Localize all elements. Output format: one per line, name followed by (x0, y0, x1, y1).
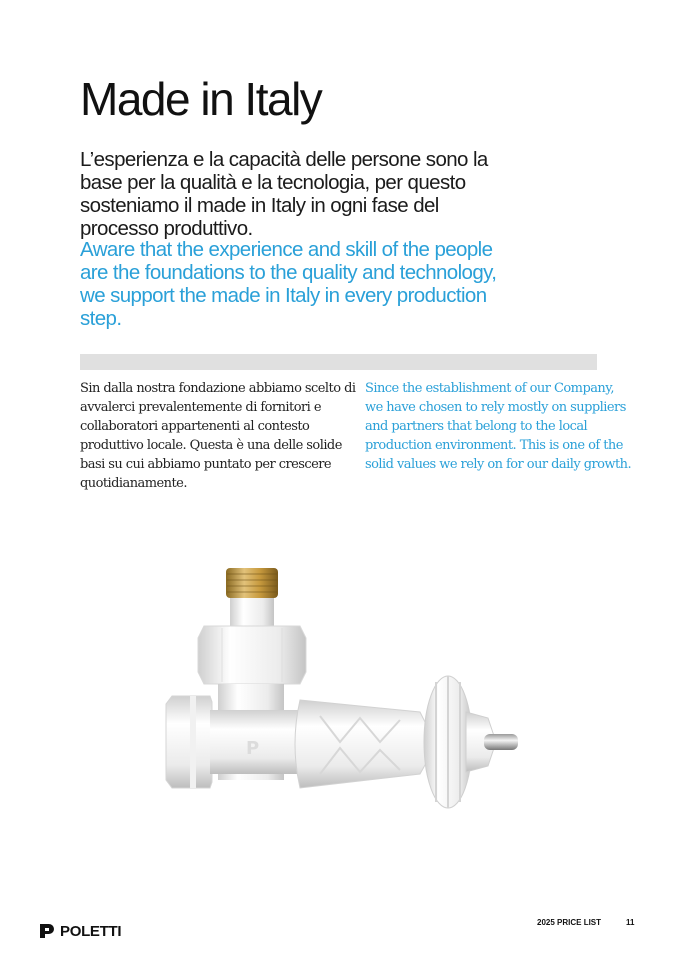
poletti-mark-icon (38, 922, 56, 940)
steel-pin (484, 734, 518, 750)
page-number: 11 (626, 918, 635, 927)
brand-name: POLETTI (60, 922, 122, 940)
inlet-nut (166, 696, 212, 788)
body-italian: Sin dalla nostra fondazione abbiamo scelto di avvalerci prevalentemente di fornitori e collaboratori appartenenti al contesto produttivo locale. Questa è una delle solide basi su cui abbiamo puntato per crescere quotidianamente. (80, 381, 356, 491)
radiator-valve-image (150, 560, 530, 840)
intro-english: Aware that the experience and skill of the people are the foundations to the quality and technology, we support the made in Italy in every production step. (80, 238, 497, 330)
page-title: Made in Italy (80, 73, 322, 125)
price-list-label: 2025 PRICE LIST (537, 918, 602, 927)
poletti-logo (38, 922, 121, 940)
intro-italian: L’esperienza e la capacità delle persone sono la base per la qualità e la tecnologia, per questo sosteniamo il made in Italy in ogni fase del processo produttivo. (80, 148, 488, 240)
hex-nut (198, 626, 306, 684)
valve-head (295, 700, 430, 788)
divider-bar (80, 354, 597, 370)
brass-thread (226, 568, 278, 598)
body-english: Since the establishment of our Company, we have chosen to rely mostly on suppliers and partners that belong to the local production environment. This is one of the solid values we rely on for our daily growth. (365, 381, 632, 472)
svg-text:P: P (246, 738, 260, 759)
